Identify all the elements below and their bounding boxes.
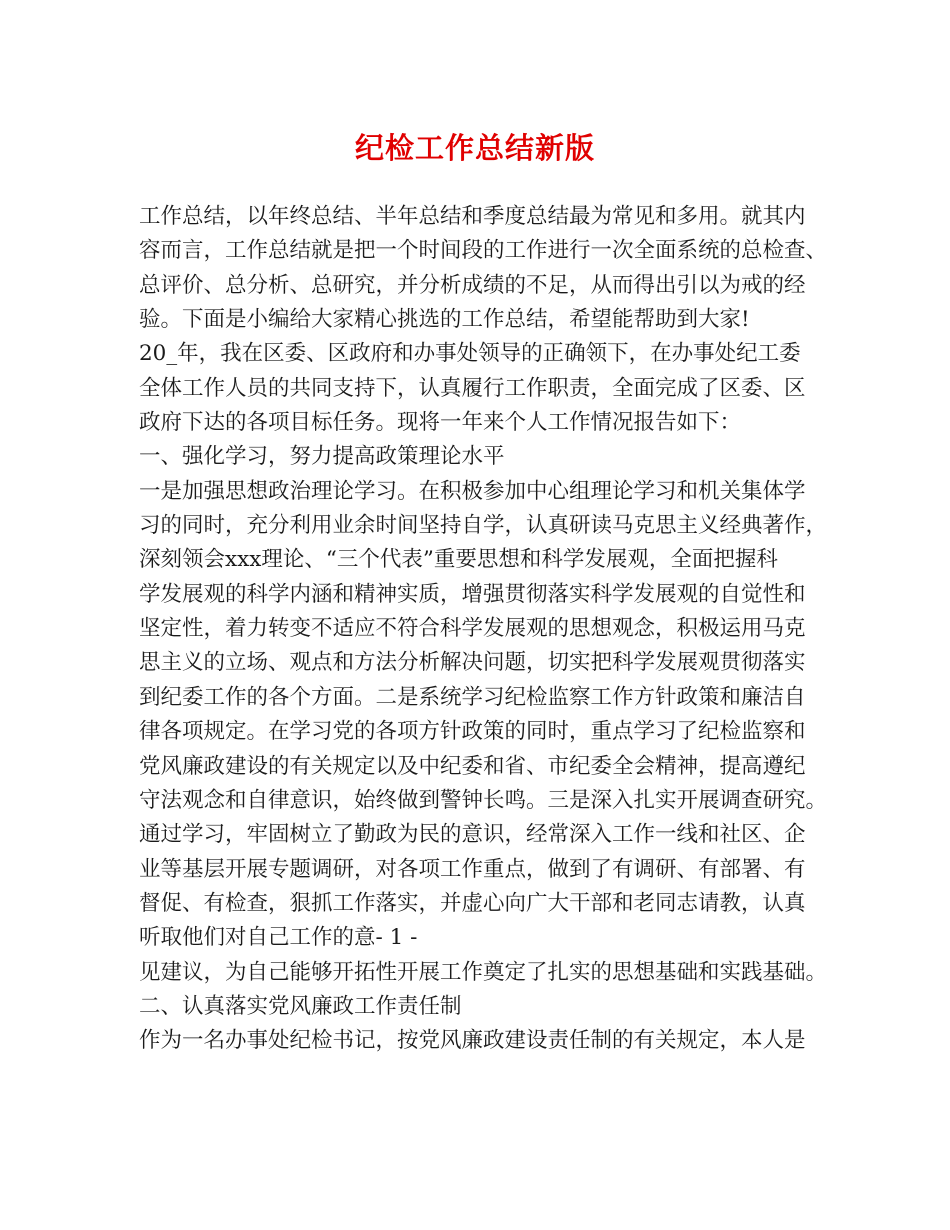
document-body — [139, 200, 829, 1059]
body-line: 思主义的立场、观点和方法分析解决问题，切实把科学发展观贯彻落实 — [139, 650, 806, 676]
body-line: 通过学习，牢固树立了勤政为民的意识，经常深入工作一线和社区、企 — [139, 822, 806, 848]
body-line: 政府下达的各项目标任务。现将一年来个人工作情况报告如下： — [139, 410, 742, 436]
section-heading: 二、认真落实党风廉政工作责任制 — [139, 993, 462, 1019]
body-line: 业等基层开展专题调研，对各项工作重点，做到了有调研、有部署、有 — [139, 856, 806, 882]
body-line: 律各项规定。在学习党的各项方针政策的同时，重点学习了纪检监察和 — [139, 719, 806, 745]
body-line-with-page-number: 听取他们对自己工作的意- 1 - — [139, 925, 418, 951]
body-line: 验。下面是小编给大家精心挑选的工作总结，希望能帮助到大家! — [139, 307, 750, 333]
section-heading: 一、强化学习，努力提高政策理论水平 — [139, 444, 505, 470]
body-line: 督促、有检查，狠抓工作落实，并虚心向广大干部和老同志请教，认真 — [139, 890, 806, 916]
body-line: 一是加强思想政治理论学习。在积极参加中心组理论学习和机关集体学 — [139, 478, 806, 504]
body-line: 20_年，我在区委、区政府和办事处领导的正确领下，在办事处纪工委 — [139, 341, 801, 367]
body-line: 容而言，工作总结就是把一个时间段的工作进行一次全面系统的总检查、 — [139, 238, 828, 264]
body-line: 习的同时，充分利用业余时间坚持自学，认真研读马克思主义经典著作， — [139, 513, 828, 539]
body-line: 见建议，为自己能够开拓性开展工作奠定了扎实的思想基础和实践基础。 — [139, 959, 828, 985]
body-line: 全体工作人员的共同支持下，认真履行工作职责，全面完成了区委、区 — [139, 375, 806, 401]
body-line: 守法观念和自律意识，始终做到警钟长鸣。三是深入扎实开展调查研究。 — [139, 787, 828, 813]
document-title: 纪检工作总结新版 — [354, 131, 595, 165]
body-line: 学发展观的科学内涵和精神实质，增强贯彻落实科学发展观的自觉性和 — [139, 581, 806, 607]
body-line: 党风廉政建设的有关规定以及中纪委和省、市纪委全会精神，提高遵纪 — [139, 753, 806, 779]
body-line: 到纪委工作的各个方面。二是系统学习纪检监察工作方针政策和廉洁自 — [139, 684, 806, 710]
body-line: 坚定性，着力转变不适应不符合科学发展观的思想观念，积极运用马克 — [139, 616, 806, 642]
body-line: 工作总结，以年终总结、半年总结和季度总结最为常见和多用。就其内 — [139, 204, 806, 229]
body-line: 作为一名办事处纪检书记，按党风廉政建设责任制的有关规定，本人是 — [139, 1028, 806, 1054]
body-line: 深刻领会xxx理论、“三个代表”重要思想和科学发展观，全面把握科 — [139, 547, 778, 573]
body-line: 总评价、总分析、总研究，并分析成绩的不足，从而得出引以为戒的经 — [139, 272, 806, 298]
